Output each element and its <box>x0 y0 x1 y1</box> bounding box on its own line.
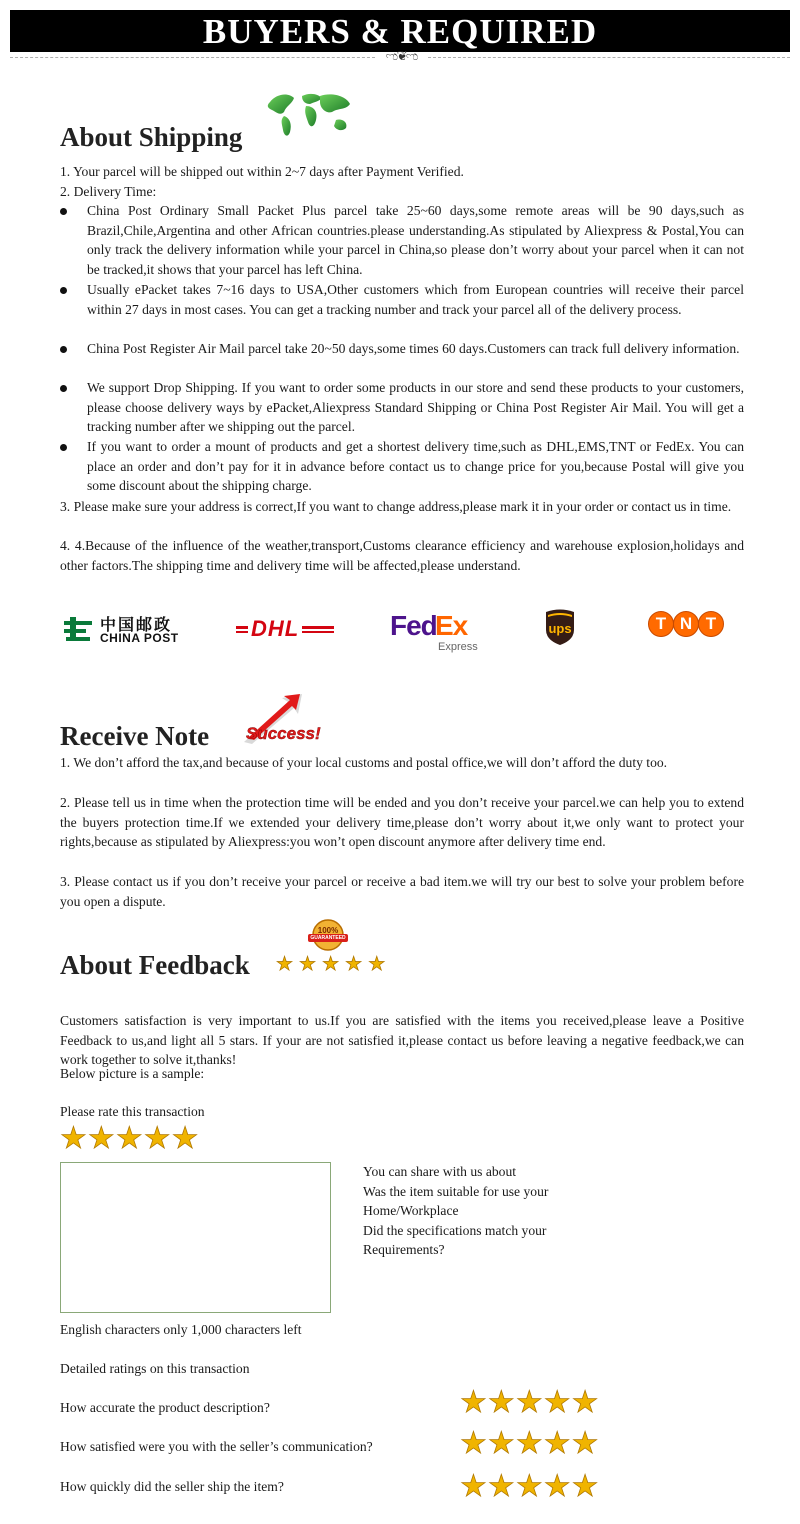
ornament-icon: ಌ❦ಌ <box>385 48 418 63</box>
rating-question: How satisfied were you with the seller’s communication? <box>60 1439 373 1454</box>
shipping-bullet <box>60 339 744 359</box>
star-icon[interactable]: ★ <box>60 1122 87 1155</box>
feedback-sample: Below picture is a sample: <box>60 1066 205 1081</box>
receive-item: 1. We don’t afford the tax,and because of your local customs and postal office,we will don’t afford the duty too. <box>60 755 668 770</box>
bullet-text: If you want to order a mount of products and get a shortest delivery time,such as DHL,EMS,TNT or FedEx. You can place an order and don’t pay for it in advance before contact us to change price for you,because Postal will give you some discount about the shipping charge. <box>87 439 744 493</box>
tnt-logo <box>648 611 724 637</box>
star-icon[interactable]: ★ <box>143 1122 171 1155</box>
star-icon[interactable]: ★ <box>515 1470 543 1503</box>
feedback-intro: Customers satisfaction is very important to us.If you are satisfied with the items you received,please leave a Positive Feedback to us,and light all 5 stars. If your are not satisfied it,please contact us before leaving a negative feedback,we can work together to solve it,thanks! <box>60 1013 744 1067</box>
bullet-icon <box>60 287 67 294</box>
star-icon[interactable]: ★ <box>571 1386 599 1419</box>
chars-left: English characters only 1,000 characters left <box>60 1322 302 1337</box>
ups-text: ups <box>548 621 572 636</box>
rate-prompt: Please rate this transaction <box>60 1104 205 1119</box>
share-line: Home/Workplace <box>363 1203 459 1218</box>
star-icon[interactable]: ★ <box>543 1427 571 1460</box>
bullet-text: We support Drop Shipping. If you want to order some products in our store and send these products to your customers, please choose delivery ways by ePacket,Aliexpress Standard Shipping or China Post Register Air Mail. You will get a tracking number after we shipping out the parcel. <box>87 380 744 434</box>
bullet-icon <box>60 444 67 451</box>
star-icon[interactable]: ★ <box>460 1427 487 1460</box>
bullet-icon <box>60 208 67 215</box>
review-textarea[interactable] <box>60 1162 331 1313</box>
shipping-bullet <box>60 280 744 319</box>
fedex-logo <box>390 610 486 656</box>
tnt-letter: T <box>698 611 724 637</box>
shipping-line-3: 3. Please make sure your address is correct,If you want to change address,please mark it in your order or contact us in time. <box>60 499 732 514</box>
success-badge: Success! <box>246 724 321 743</box>
receive-item: 3. Please contact us if you don’t receive your parcel or receive a bad item.we will try our best to solve your problem before you open a dispute. <box>60 874 744 909</box>
divider-line <box>428 57 790 58</box>
star-icon[interactable]: ★ <box>515 1427 543 1460</box>
header-banner <box>10 10 790 52</box>
ups-logo <box>544 608 576 646</box>
star-icon[interactable]: ★ <box>515 1386 543 1419</box>
star-icon: ★ <box>276 954 294 975</box>
rating-question: How accurate the product description? <box>60 1400 270 1415</box>
fedex-ex: Ex <box>435 610 468 641</box>
rating-stars-shipping[interactable] <box>460 1472 599 1502</box>
bullet-text: China Post Register Air Mail parcel take 20~50 days,some times 60 days.Customers can track full delivery information. <box>87 341 740 356</box>
bullet-text: China Post Ordinary Small Packet Plus parcel take 25~60 days,some remote areas will be 90 days,such as Brazil,Chile,Argentina and other African countries.please understanding.As stipulated by Aliexpress & Postal,You can only track the delivery information while your parcel in China,so please don’t worry about your parcel when it can not be tracked,it shows that your parcel has left China. <box>87 203 744 277</box>
seal-label: GUARANTEED <box>310 935 346 941</box>
china-post-emblem-icon <box>62 615 94 643</box>
fedex-express: Express <box>438 641 478 653</box>
star-icon[interactable]: ★ <box>171 1122 199 1155</box>
star-icon[interactable]: ★ <box>571 1470 599 1503</box>
shipping-bullet <box>60 378 744 437</box>
shipping-bullet <box>60 437 744 496</box>
world-map-icon <box>262 88 354 140</box>
china-post-en: CHINA POST <box>100 631 179 645</box>
divider-line <box>10 57 375 58</box>
star-icon[interactable]: ★ <box>460 1386 487 1419</box>
guarantee-seal <box>306 919 350 953</box>
star-icon[interactable]: ★ <box>487 1427 515 1460</box>
detailed-ratings-title: Detailed ratings on this transaction <box>60 1361 250 1376</box>
star-icon: ★ <box>322 954 340 975</box>
shipping-line-4: 4. 4.Because of the influence of the weather,transport,Customs clearance efficiency and warehouse explosion,holidays and other factors.The shipping time and delivery time will be affected,please understand. <box>60 538 744 573</box>
tnt-letter: N <box>673 611 699 637</box>
share-line: Requirements? <box>363 1242 445 1257</box>
star-icon: ★ <box>299 954 317 975</box>
star-icon[interactable]: ★ <box>460 1470 487 1503</box>
feedback-title: About Feedback <box>60 950 250 980</box>
star-icon[interactable]: ★ <box>115 1122 143 1155</box>
star-icon[interactable]: ★ <box>487 1470 515 1503</box>
star-icon: ★ <box>345 954 363 975</box>
star-icon[interactable]: ★ <box>87 1122 115 1155</box>
feedback-stars <box>276 955 385 974</box>
share-line: Did the specifications match your <box>363 1223 547 1238</box>
star-icon[interactable]: ★ <box>571 1427 599 1460</box>
star-icon[interactable]: ★ <box>487 1386 515 1419</box>
shipping-title: About Shipping <box>60 122 243 152</box>
star-icon[interactable]: ★ <box>543 1470 571 1503</box>
bullet-icon <box>60 385 67 392</box>
receive-title: Receive Note <box>60 721 210 751</box>
overall-rating-stars[interactable] <box>60 1124 199 1154</box>
share-line: Was the item suitable for use your <box>363 1184 549 1199</box>
china-post-logo <box>62 612 192 648</box>
rating-stars-communication[interactable] <box>460 1429 599 1459</box>
share-line: You can share with us about <box>363 1164 517 1179</box>
receive-item: 2. Please tell us in time when the protection time will be ended and you don’t receive your parcel.we can help you to extend the buyers protection time.If we extended your delivery time,please don’t worry about it,we only want to protect your rights,because as stipulated by Aliexpress:you won’t open discount anymore after delivery time end. <box>60 795 744 849</box>
star-icon[interactable]: ★ <box>543 1386 571 1419</box>
fedex-fed: Fed <box>390 610 437 641</box>
shipping-bullet <box>60 201 744 279</box>
dhl-text: DHL <box>248 616 302 642</box>
rating-stars-description[interactable] <box>460 1388 599 1418</box>
rating-question: How quickly did the seller ship the item? <box>60 1479 284 1494</box>
tnt-letter: T <box>648 611 674 637</box>
bullet-icon <box>60 346 67 353</box>
bullet-text: Usually ePacket takes 7~16 days to USA,Other customers which from European countries will receive their parcel within 27 days in most cases. You can get a tracking number and track your parcel all of the delivery process. <box>87 282 744 317</box>
shipping-line-1: 1. Your parcel will be shipped out within 2~7 days after Payment Verified. <box>60 164 464 179</box>
star-icon: ★ <box>368 954 386 975</box>
banner-title: BUYERS & REQUIRED <box>202 12 598 51</box>
dhl-logo <box>236 616 334 642</box>
seal-percent: 100% <box>317 926 339 935</box>
china-post-cn: 中国邮政 <box>100 615 173 634</box>
shipping-line-2: 2. Delivery Time: <box>60 184 157 199</box>
